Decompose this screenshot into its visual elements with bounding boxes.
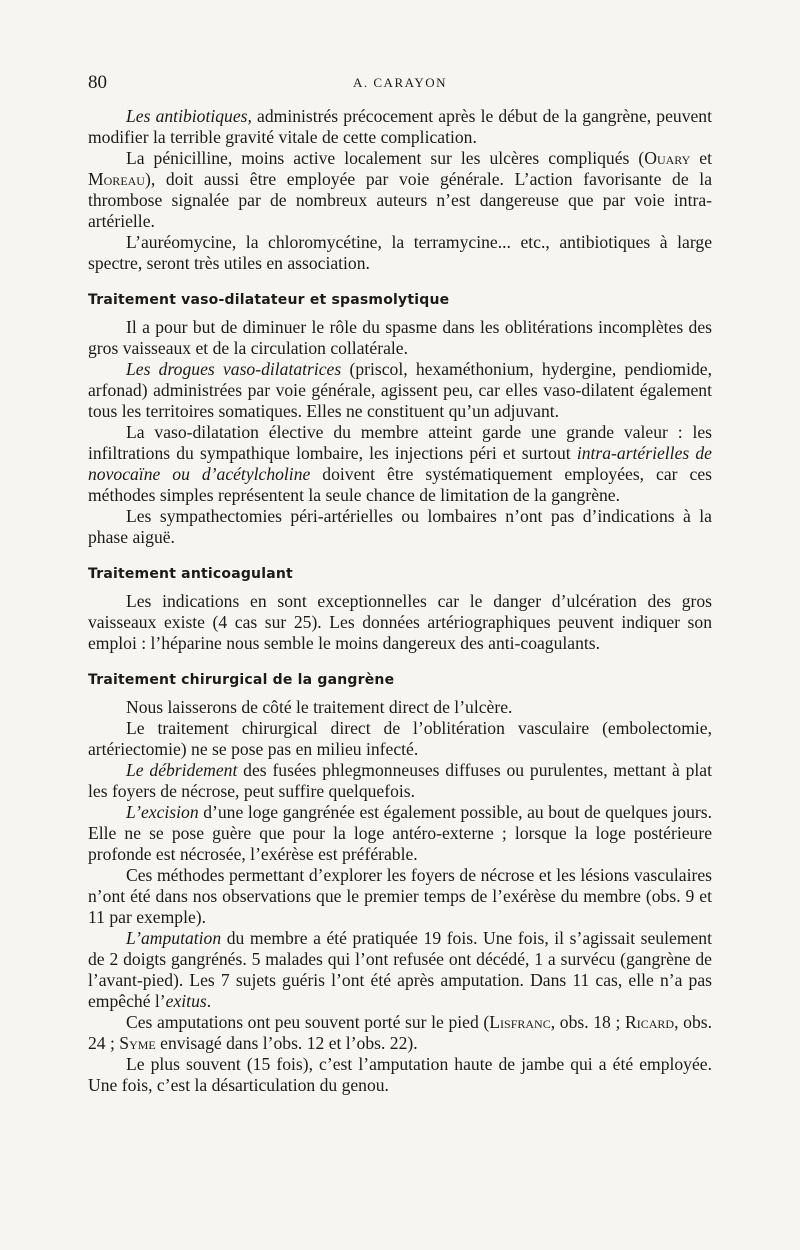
paragraph bbox=[88, 148, 712, 232]
italic-phrase: exitus bbox=[165, 991, 207, 1011]
paragraph-text: , obs. 18 ; bbox=[550, 1012, 626, 1032]
paragraph-text: envisagé dans l’obs. 12 et l’obs. 22). bbox=[155, 1033, 418, 1053]
paragraph: Il a pour but de diminuer le rôle du spasme dans les oblitérations incomplètes des gros vaisseaux et de la circulation collatérale. bbox=[88, 317, 712, 358]
section-heading: Traitement anticoagulant bbox=[88, 566, 293, 582]
paragraph bbox=[88, 760, 712, 802]
paragraph bbox=[88, 1012, 712, 1054]
italic-phrase: intra-artérielles de novocaïne ou d’acétylcholine bbox=[88, 443, 712, 484]
author-name: Lisfranc bbox=[489, 1012, 551, 1032]
paragraph-text: administrés précocement après le début de la gangrène, peuvent modifier la terrible gravité vitale de cette complication. bbox=[88, 106, 712, 147]
section-heading: Traitement vaso-dilatateur et spasmolytique bbox=[88, 292, 450, 308]
paragraph-text: ), doit aussi être employée par voie générale. L’action favorisante de la thrombose signalée par de nombreux auteurs n’est dangereuse que par voie intra-artérielle. bbox=[88, 169, 712, 231]
paragraph-text: . bbox=[206, 991, 212, 1011]
paragraph-text: d’une loge gangrénée est également possible, au bout de quelques jours. Elle ne se pose guère que pour la loge antéro-externe ; lorsque la loge postérieure profonde est nécrosée, l’exérèse est préférable. bbox=[88, 802, 712, 864]
author-name: Ouary bbox=[644, 148, 691, 168]
author-name: Ricard bbox=[625, 1012, 675, 1032]
paragraph bbox=[88, 422, 712, 506]
paragraph-text: La pénicilline, moins active localement sur les ulcères compliqués ( bbox=[126, 148, 645, 168]
paragraph bbox=[88, 106, 712, 148]
paragraph bbox=[88, 359, 712, 422]
running-author: A. CARAYON bbox=[353, 75, 447, 90]
paragraph-text: et bbox=[690, 148, 712, 168]
paragraph-text: La vaso-dilatation élective du membre atteint garde une grande valeur : les infiltrations du sympathique lombaire, les injections péri et surtout bbox=[88, 422, 712, 463]
paragraph-text: , obs. 24 ; bbox=[88, 1012, 712, 1053]
paragraph-text: doivent être systématiquement employées, car ces méthodes simples représentent la seule chance de limitation de la gangrène. bbox=[88, 464, 712, 505]
paragraph: Nous laisserons de côté le traitement direct de l’ulcère. bbox=[126, 697, 513, 717]
paragraph: Les sympathectomies péri-artérielles ou lombaires n’ont pas d’indications à la phase aiguë. bbox=[88, 506, 712, 547]
paragraph-text: du membre a été pratiquée 19 fois. Une fois, il s’agissait seulement de 2 doigts gangrénés. 5 malades qui l’ont refusée ont décédé, 1 a survécu (gangrène de l’avant-pied). Les 7 sujets guéris l’ont été après amputation. Dans 11 cas, elle n’a pas empêché l’ bbox=[88, 928, 712, 1011]
italic-lead: L’excision bbox=[126, 802, 199, 822]
italic-lead: Le débridement bbox=[126, 760, 238, 780]
paragraph bbox=[88, 802, 712, 865]
paragraph bbox=[88, 928, 712, 1012]
paragraph: Ces méthodes permettant d’explorer les foyers de nécrose et les lésions vasculaires n’ont été dans nos observations que le premier temps de l’exérèse du membre (obs. 9 et 11 par exemple). bbox=[88, 865, 712, 927]
italic-lead: Les antibiotiques, bbox=[126, 106, 252, 126]
section-heading: Traitement chirurgical de la gangrène bbox=[88, 672, 395, 688]
body-text bbox=[88, 106, 712, 1096]
paragraph: Le plus souvent (15 fois), c’est l’amputation haute de jambe qui a été employée. Une fois, c’est la désarticulation du genou. bbox=[88, 1054, 712, 1095]
paragraph-text: (priscol, hexaméthonium, hydergine, pendiomide, arfonad) administrées par voie générale, agissent peu, car elles vaso-dilatent également tous les territoires somatiques. Elles ne constituent qu’un adjuvant. bbox=[88, 359, 712, 421]
paragraph: L’auréomycine, la chloromycétine, la terramycine... etc., antibiotiques à large spectre, seront très utiles en association. bbox=[88, 232, 712, 273]
paragraph: Le traitement chirurgical direct de l’oblitération vasculaire (embolectomie, artériectomie) ne se pose pas en milieu infecté. bbox=[88, 718, 712, 759]
author-name: Moreau bbox=[88, 169, 145, 189]
author-name: Syme bbox=[119, 1033, 156, 1053]
italic-lead: L’amputation bbox=[126, 928, 222, 948]
paragraph: Les indications en sont exceptionnelles car le danger d’ulcération des gros vaisseaux existe (4 cas sur 25). Les données artériographiques peuvent indiquer son emploi : l’héparine nous semble le moins dangereux des anti-coagulants. bbox=[88, 591, 712, 653]
paragraph-text: Ces amputations ont peu souvent porté sur le pied ( bbox=[126, 1012, 490, 1032]
running-header bbox=[88, 72, 712, 96]
page-number: 80 bbox=[88, 72, 107, 93]
paragraph-text: des fusées phlegmonneuses diffuses ou purulentes, mettant à plat les foyers de nécrose, peut suffire quelquefois. bbox=[88, 760, 712, 801]
italic-lead: Les drogues vaso-dilatatrices bbox=[126, 359, 342, 379]
